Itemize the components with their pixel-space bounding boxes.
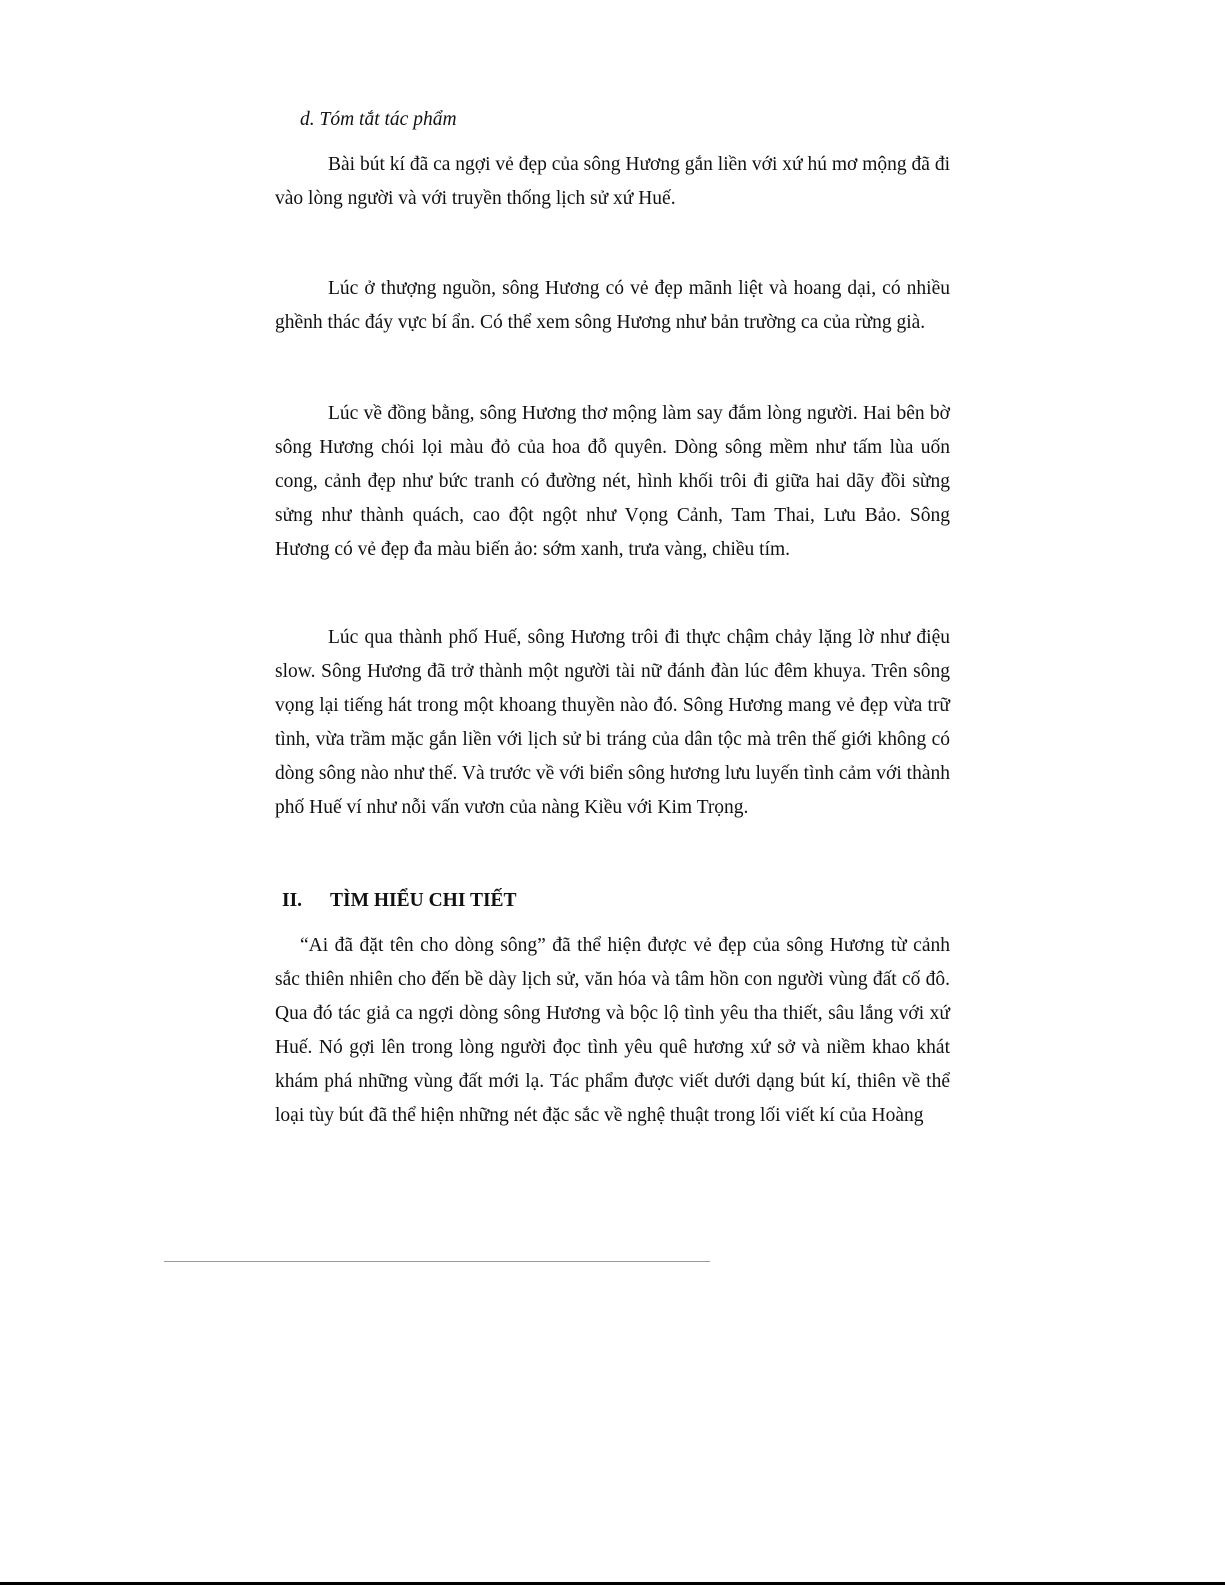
footnote-divider [164,1261,710,1262]
section-ii-title: TÌM HIỂU CHI TIẾT [330,890,517,911]
paragraph-text: Bài bút kí đã ca ngợi vẻ đẹp của sông Hương gắn liền với xứ hú mơ mộng đã đi vào lòng người và với truyền thống lịch sử xứ Huế. [275,154,950,209]
section-d-title: d. Tóm tắt tác phẩm [300,109,457,130]
paragraph-upstream [275,272,950,340]
paragraph-plains [275,397,950,567]
paragraph-text: Lúc qua thành phố Huế, sông Hương trôi đi thực chậm chảy lặng lờ như điệu slow. Sông Hương đã trở thành một người tài nữ đánh đàn lúc đêm khuya. Trên sông vọng lại tiếng hát trong một khoang thuyền nào đó. Sông Hương mang vẻ đẹp vừa trữ tình, vừa trầm mặc gắn liền với lịch sử bi tráng của dân tộc mà trên thế giới không có dòng sông nào như thế. Và trước về với biển sông hương lưu luyến tình cảm với thành phố Huế ví như nỗi vấn vươn của nàng Kiều với Kim Trọng. [275,627,950,818]
paragraph-detail [275,929,950,1133]
section-ii-number: II. [282,890,303,911]
paragraph-hue-city [275,621,950,825]
paragraph-text: “Ai đã đặt tên cho dòng sông” đã thể hiện được vẻ đẹp của sông Hương từ cảnh sắc thiên nhiên cho đến bề dày lịch sử, văn hóa và tâm hồn con người vùng đất cố đô. Qua đó tác giả ca ngợi dòng sông Hương và bộc lộ tình yêu tha thiết, sâu lắng với xứ Huế. Nó gợi lên trong lòng người đọc tình yêu quê hương xứ sở và niềm khao khát khám phá những vùng đất mới lạ. Tác phẩm được viết dưới dạng bút kí, thiên về thể loại tùy bút đã thể hiện những nét đặc sắc về nghệ thuật trong lối viết kí của Hoàng [275,935,950,1126]
paragraph-summary [275,148,950,216]
paragraph-text: Lúc về đồng bằng, sông Hương thơ mộng làm say đắm lòng người. Hai bên bờ sông Hương chói lọi màu đỏ của hoa đỗ quyên. Dòng sông mềm như tấm lùa uốn cong, cảnh đẹp như bức tranh có đường nét, hình khối trôi đi giữa hai dãy đồi sừng sửng như thành quách, cao đột ngột như Vọng Cảnh, Tam Thai, Lưu Bảo. Sông Hương có vẻ đẹp đa màu biến ảo: sớm xanh, trưa vàng, chiều tím. [275,403,950,560]
paragraph-text: Lúc ở thượng nguồn, sông Hương có vẻ đẹp mãnh liệt và hoang dại, có nhiều ghềnh thác đáy vực bí ẩn. Có thể xem sông Hương như bản trường ca của rừng già. [275,278,950,333]
section-ii-heading [282,885,517,917]
